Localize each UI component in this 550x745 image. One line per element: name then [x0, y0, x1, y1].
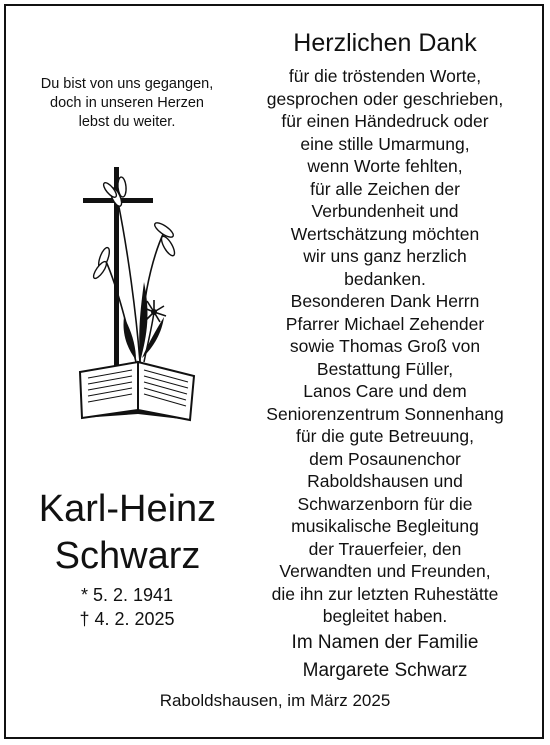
thanks-line: Wertschätzung möchten	[290, 223, 480, 244]
cross-wheat-cornflower-open-bible-icon	[78, 162, 198, 422]
thanks-line: bedanken.	[344, 268, 426, 289]
motto-line: lebst du weiter.	[78, 114, 176, 130]
thanks-line: Seniorenzentrum Sonnenhang	[266, 403, 504, 424]
thanks-line: wenn Worte fehlten,	[307, 156, 463, 176]
family-line: Im Namen der Familie	[291, 632, 479, 653]
thanks-text	[240, 65, 530, 628]
birth-date: * 5. 2. 1941	[80, 585, 174, 605]
thanks-line: Lanos Care und dem	[303, 381, 467, 401]
thanks-line: Besonderen Dank Herrn	[290, 291, 480, 311]
last-name: Schwarz	[54, 535, 201, 577]
thanks-line: wir uns ganz herzlich	[303, 246, 467, 266]
thanks-line: eine stille Umarmung,	[300, 133, 470, 154]
thanks-line: musikalische Begleitung	[291, 516, 479, 536]
thanks-line: Raboldshausen und	[307, 471, 463, 491]
life-dates	[22, 583, 232, 631]
motto-line: doch in unseren Herzen	[50, 95, 204, 111]
place-date: Raboldshausen, im März 2025	[159, 691, 391, 710]
death-date: † 4. 2. 2025	[79, 609, 175, 629]
open-bible-icon	[80, 362, 194, 420]
thanks-line: gesprochen oder geschrieben,	[266, 88, 504, 109]
thanks-line: Pfarrer Michael Zehender	[285, 313, 485, 334]
cornflower-icon	[144, 300, 166, 362]
memorial-motto	[22, 75, 232, 132]
thanks-line: sowie Thomas Groß von	[289, 336, 481, 356]
deceased-name	[20, 486, 235, 580]
thanks-title: Herzlichen Dank	[293, 29, 477, 57]
thanks-line: der Trauerfeier, den	[308, 538, 462, 559]
thanks-line: Verwandten und Freunden,	[279, 561, 491, 581]
leaf-icon	[124, 282, 165, 362]
thanks-line: die ihn zur letzten Ruhestätte	[271, 583, 499, 604]
thanks-line: für die tröstenden Worte,	[288, 66, 482, 86]
motto-line: Du bist von uns gegangen,	[40, 76, 214, 92]
thanks-line: für die gute Betreuung,	[295, 426, 475, 446]
thanks-line: Bestattung Füller,	[316, 358, 454, 379]
thanks-line: Verbundenheit und	[311, 201, 459, 221]
family-signature	[240, 629, 530, 685]
thanks-line: begleitet haben.	[322, 606, 448, 626]
thanks-line: für alle Zeichen der	[310, 178, 460, 199]
thanks-line: Schwarzenborn für die	[297, 493, 473, 514]
first-name: Karl-Heinz	[38, 488, 217, 530]
thanks-line: für einen Händedruck oder	[281, 111, 489, 131]
thanks-line: dem Posaunenchor	[309, 448, 461, 469]
wheat-ears-icon	[91, 177, 177, 281]
family-line: Margarete Schwarz	[302, 660, 468, 681]
